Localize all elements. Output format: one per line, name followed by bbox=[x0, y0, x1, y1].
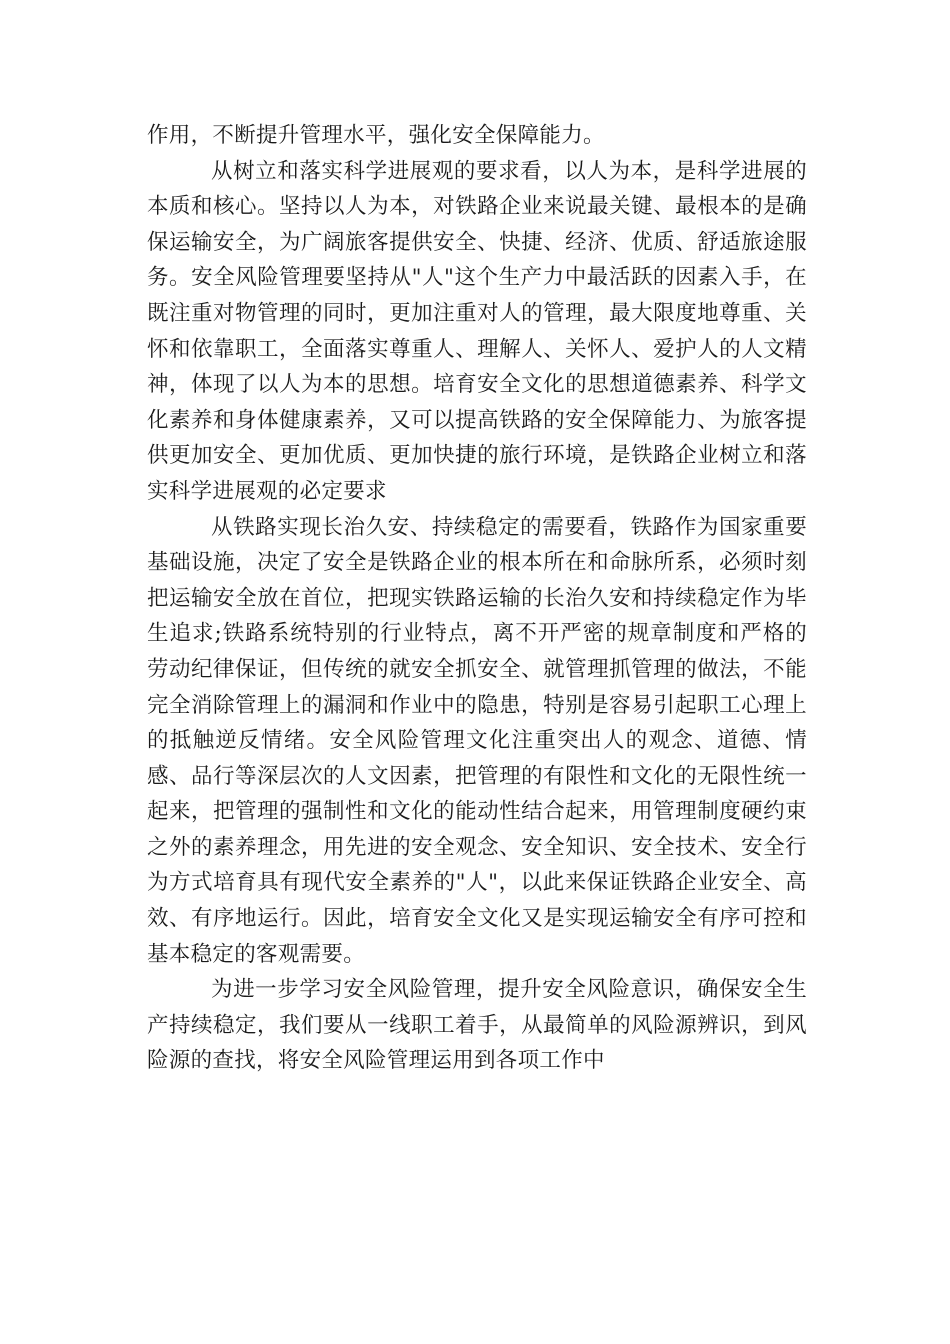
paragraph-risk-management: 为进一步学习安全风险管理，提升安全风险意识，确保安全生产持续稳定，我们要从一线职工着手，从最简单的风险源辨识，到风险源的查找，将安全风险管理运用到各项工作中 bbox=[147, 977, 807, 1074]
paragraph-railway-stability: 从铁路实现长治久安、持续稳定的需要看，铁路作为国家重要基础设施，决定了安全是铁路企业的根本所在和命脉所系，必须时刻把运输安全放在首位，把现实铁路运输的长治久安和持续稳定作为毕生追求;铁路系统特别的行业特点，离不开严密的规章制度和严格的劳动纪律保证，但传统的就安全抓安全、就管理抓管理的做法，不能完全消除管理上的漏洞和作业中的隐患，特别是容易引起职工心理上的抵触逆反情绪。安全风险管理文化注重突出人的观念、道德、情感、品行等深层次的人文因素，把管理的有限性和文化的无限性统一起来，把管理的强制性和文化的能动性结合起来，用管理制度硬约束之外的素养理念，用先进的安全观念、安全知识、安全技术、安全行为方式培育具有现代安全素养的"人"，以此来保证铁路企业安全、高效、有序地运行。因此，培育安全文化又是实现运输安全有序可控和基本稳定的客观需要。 bbox=[147, 514, 807, 967]
paragraph-scientific-development: 从树立和落实科学进展观的要求看，以人为本，是科学进展的本质和核心。坚持以人为本，对铁路企业来说最关键、最根本的是确保运输安全，为广阔旅客提供安全、快捷、经济、优质、舒适旅途服务。安全风险管理要坚持从"人"这个生产力中最活跃的因素入手，在既注重对物管理的同时，更加注重对人的管理，最大限度地尊重、关怀和依靠职工，全面落实尊重人、理解人、关怀人、爱护人的人文精神，体现了以人为本的思想。培育安全文化的思想道德素养、科学文化素养和身体健康素养，又可以提高铁路的安全保障能力、为旅客提供更加安全、更加优质、更加快捷的旅行环境，是铁路企业树立和落实科学进展观的必定要求 bbox=[147, 158, 807, 504]
document-body bbox=[147, 118, 807, 1079]
paragraph-continuation: 作用，不断提升管理水平，强化安全保障能力。 bbox=[147, 123, 605, 148]
